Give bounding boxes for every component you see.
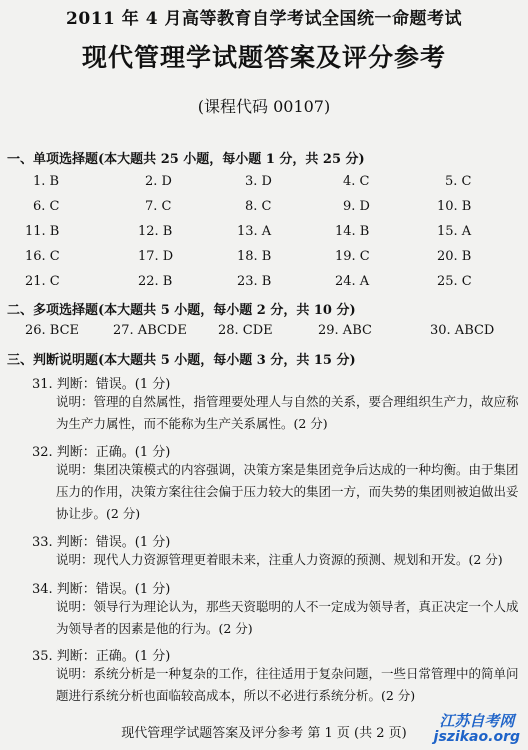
section-judgement-heading	[7, 349, 356, 368]
answer-item: 30. ABCD	[430, 323, 495, 338]
judgement-line: 34. 判断：错误。(1 分)	[32, 582, 171, 597]
explanation-text: 说明：领导行为理论认为，那些天资聪明的人不一定成为领导者，真正决定一个人成为领导者的因素是他的行为。(2 分)	[56, 599, 519, 636]
answer-row	[0, 224, 528, 244]
answer-item: 26. BCE	[25, 323, 80, 338]
answer-item: 21. C	[25, 274, 60, 289]
watermark-cn: 江苏自考网	[439, 712, 515, 730]
answer-row	[0, 274, 528, 294]
answer-item: 4. C	[343, 174, 370, 189]
section-single-choice-heading	[7, 148, 365, 167]
answer-row	[0, 174, 528, 194]
answer-item: 25. C	[437, 274, 472, 289]
page-footer: 现代管理学试题答案及评分参考 第 1 页 (共 2 页)	[121, 726, 407, 741]
explanation-text: 说明：管理的自然属性，指管理要处理人与自然的关系，要合理组织生产力，故应称为生产力属性，而不能称为生产关系属性。(2 分)	[56, 394, 519, 431]
answer-item: 22. B	[138, 274, 173, 289]
answer-item: 29. ABC	[318, 323, 372, 338]
answer-row	[0, 199, 528, 219]
answer-item: 24. A	[335, 274, 370, 289]
answer-item: 3. D	[245, 174, 272, 189]
answer-item: 11. B	[25, 224, 60, 239]
answer-item: 9. D	[343, 199, 370, 214]
section-title: 二、多项选择题	[7, 303, 99, 318]
site-watermark	[434, 713, 520, 745]
answer-item: 8. C	[245, 199, 272, 214]
explanation-text: 说明：现代人力资源管理更着眼未来，注重人力资源的预测、规划和开发。(2 分)	[56, 552, 503, 567]
section-note: (本大题共 5 小题，每小题 2 分，共 10 分)	[98, 303, 356, 318]
answer-item: 1. B	[33, 174, 60, 189]
answer-item: 14. B	[335, 224, 370, 239]
exam-title: 2011 年 4 月高等教育自学考试全国统一命题考试	[66, 9, 462, 29]
answer-item: 17. D	[138, 249, 174, 264]
answer-row	[0, 323, 528, 343]
section-title: 一、单项选择题	[7, 152, 99, 167]
answer-item: 16. C	[25, 249, 60, 264]
course-code: (课程代码 00107)	[197, 97, 331, 116]
answer-item: 13. A	[237, 224, 272, 239]
answer-item: 7. C	[145, 199, 172, 214]
judgement-line: 35. 判断：正确。(1 分)	[32, 649, 171, 664]
answer-item: 12. B	[138, 224, 173, 239]
answer-item: 19. C	[335, 249, 370, 264]
explanation-text: 说明：系统分析是一种复杂的工作，往往适用于复杂问题，一些日常管理中的简单问题进行系统分析也面临较高成本，所以不必进行系统分析。(2 分)	[56, 666, 519, 703]
section-note: (本大题共 25 小题，每小题 1 分，共 25 分)	[98, 152, 365, 167]
watermark-url: jszikao.org	[433, 729, 520, 745]
judgement-line: 33. 判断：错误。(1 分)	[32, 535, 171, 550]
section-title: 三、判断说明题	[7, 353, 99, 368]
answer-item: 23. B	[237, 274, 272, 289]
answer-item: 27. ABCDE	[113, 323, 187, 338]
answer-item: 18. B	[237, 249, 272, 264]
answer-row	[0, 249, 528, 269]
section-multiple-choice-heading	[7, 299, 356, 318]
answer-item: 15. A	[437, 224, 472, 239]
answer-item: 10. B	[437, 199, 472, 214]
answer-item: 20. B	[437, 249, 472, 264]
document-title: 现代管理学试题答案及评分参考	[81, 43, 446, 72]
judgement-line: 31. 判断：错误。(1 分)	[32, 377, 171, 392]
answer-item: 2. D	[145, 174, 172, 189]
explanation-text: 说明：集团决策模式的内容强调，决策方案是集团竞争后达成的一种均衡。由于集团压力的作用，决策方案往往会偏于压力较大的集团一方，而失势的集团则被迫做出妥协让步。(2 分)	[56, 462, 519, 521]
answer-item: 28. CDE	[218, 323, 273, 338]
answer-item: 5. C	[445, 174, 472, 189]
judgement-line: 32. 判断：正确。(1 分)	[32, 445, 171, 460]
section-note: (本大题共 5 小题，每小题 3 分，共 15 分)	[98, 353, 356, 368]
answer-item: 6. C	[33, 199, 60, 214]
